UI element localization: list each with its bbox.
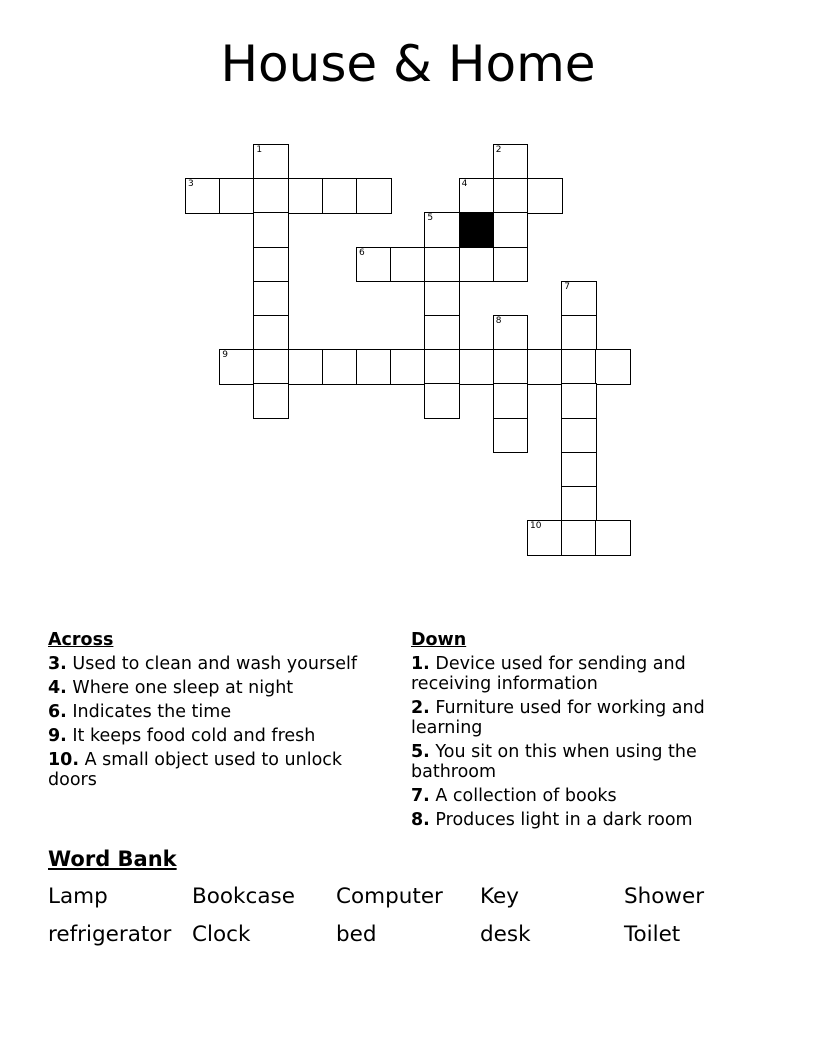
word-bank xyxy=(48,846,768,948)
grid-cell[interactable] xyxy=(253,178,289,214)
grid-cell[interactable] xyxy=(424,315,460,351)
grid-cell[interactable] xyxy=(356,178,392,214)
grid-cell[interactable] xyxy=(595,349,631,385)
black-square xyxy=(459,212,495,248)
grid-cell[interactable] xyxy=(561,486,597,522)
grid-cell[interactable] xyxy=(493,247,529,283)
clue-item xyxy=(48,678,378,698)
grid-cell[interactable] xyxy=(527,178,563,214)
grid-cell[interactable] xyxy=(459,247,495,283)
word-bank-word: Lamp xyxy=(48,884,108,909)
clue-number-label: 10. xyxy=(48,750,80,770)
grid-cell[interactable] xyxy=(561,452,597,488)
clue-text: It keeps food cold and fresh xyxy=(66,726,316,746)
grid-cell[interactable] xyxy=(561,418,597,454)
grid-cell[interactable] xyxy=(322,178,358,214)
clue-text: A small object used to unlock doors xyxy=(48,750,343,790)
clue-number-label: 4. xyxy=(48,678,67,698)
grid-cell[interactable] xyxy=(185,178,221,214)
word-bank-word: Key xyxy=(480,884,519,909)
clue-number: 8 xyxy=(495,316,502,326)
grid-cell[interactable] xyxy=(493,418,529,454)
word-bank-word: Computer xyxy=(336,884,443,909)
grid-cell[interactable] xyxy=(561,520,597,556)
word-bank-word: Clock xyxy=(192,922,251,947)
clue-number-label: 7. xyxy=(411,786,430,806)
down-clue-list xyxy=(411,654,731,830)
clue-text: A collection of books xyxy=(429,786,617,806)
word-bank-list xyxy=(48,884,768,948)
grid-cell[interactable] xyxy=(390,349,426,385)
clue-number: 10 xyxy=(530,521,542,532)
across-heading: Across xyxy=(48,630,114,650)
grid-cell[interactable] xyxy=(253,247,289,283)
grid-cell[interactable] xyxy=(253,383,289,419)
clue-number: 5 xyxy=(427,213,434,224)
across-clue-list xyxy=(48,654,378,790)
down-clues xyxy=(411,630,731,834)
grid-cell[interactable] xyxy=(424,349,460,385)
grid-cell[interactable] xyxy=(424,281,460,317)
clue-number: 3 xyxy=(188,179,194,190)
grid-cell[interactable] xyxy=(527,349,563,385)
grid-cell[interactable] xyxy=(459,349,495,385)
grid-cell[interactable] xyxy=(356,349,392,385)
clue-number-label: 9. xyxy=(48,726,67,746)
grid-cell[interactable] xyxy=(459,178,495,214)
clue-text: Device used for sending and receiving information xyxy=(411,654,686,694)
grid-cell[interactable] xyxy=(288,178,324,214)
grid-cell[interactable] xyxy=(253,144,289,180)
clue-number-label: 5. xyxy=(411,742,430,762)
word-bank-word: bed xyxy=(336,922,377,947)
page-title: House & Home xyxy=(220,35,596,93)
grid-cell[interactable] xyxy=(493,212,529,248)
grid-cell[interactable] xyxy=(561,315,597,351)
grid-cell[interactable] xyxy=(561,281,597,317)
clue-item xyxy=(411,742,731,782)
clue-item xyxy=(48,726,378,746)
clue-number: 2 xyxy=(495,145,502,155)
clue-item xyxy=(48,750,378,790)
clue-item xyxy=(48,702,378,722)
clue-item xyxy=(411,698,731,738)
word-bank-word: Shower xyxy=(624,884,705,909)
grid-cell[interactable] xyxy=(253,315,289,351)
grid-cell[interactable] xyxy=(493,383,529,419)
across-clues xyxy=(48,630,378,794)
grid-cell[interactable] xyxy=(322,349,358,385)
down-heading: Down xyxy=(411,630,467,650)
grid-cell[interactable] xyxy=(493,349,529,385)
clue-number-label: 2. xyxy=(411,698,430,718)
clue-text: Indicates the time xyxy=(66,702,232,722)
word-bank-word: desk xyxy=(480,922,531,947)
word-bank-title: Word Bank xyxy=(48,847,177,871)
grid-cell[interactable] xyxy=(527,520,563,556)
word-bank-word: refrigerator xyxy=(48,922,172,947)
clue-text: Produces light in a dark room xyxy=(429,810,693,830)
grid-cell[interactable] xyxy=(561,349,597,385)
clue-number-label: 8. xyxy=(411,810,430,830)
clue-number-label: 3. xyxy=(48,654,67,674)
clue-item xyxy=(48,654,378,674)
clue-item xyxy=(411,654,731,694)
grid-cell[interactable] xyxy=(424,383,460,419)
grid-cell[interactable] xyxy=(493,178,529,214)
clue-text: You sit on this when using the bathroom xyxy=(411,742,697,782)
grid-cell[interactable] xyxy=(219,178,255,214)
clue-number: 6 xyxy=(359,247,365,258)
clue-text: Used to clean and wash yourself xyxy=(66,654,358,674)
clue-number: 7 xyxy=(564,281,570,292)
clue-number: 1 xyxy=(256,145,263,155)
clue-item xyxy=(411,810,731,830)
grid-cell[interactable] xyxy=(561,383,597,419)
clue-text: Furniture used for working and learning xyxy=(411,698,705,738)
grid-cell[interactable] xyxy=(493,315,529,351)
grid-cell[interactable] xyxy=(253,281,289,317)
clue-number-label: 6. xyxy=(48,702,67,722)
grid-cell[interactable] xyxy=(595,520,631,556)
grid-cell[interactable] xyxy=(288,349,324,385)
word-bank-word: Toilet xyxy=(624,922,681,947)
grid-cell[interactable] xyxy=(253,349,289,385)
grid-cell[interactable] xyxy=(424,247,460,283)
grid-cell[interactable] xyxy=(424,212,460,248)
word-bank-word: Bookcase xyxy=(192,884,295,909)
grid-cell[interactable] xyxy=(253,212,289,248)
grid-cell[interactable] xyxy=(493,144,529,180)
clue-text: Where one sleep at night xyxy=(66,678,294,698)
clue-number-label: 1. xyxy=(411,654,430,674)
clue-item xyxy=(411,786,731,806)
grid-cell[interactable] xyxy=(219,349,255,385)
clue-number: 9 xyxy=(222,350,228,361)
grid-cell[interactable] xyxy=(356,247,392,283)
grid-cell[interactable] xyxy=(390,247,426,283)
clue-number: 4 xyxy=(461,179,468,190)
